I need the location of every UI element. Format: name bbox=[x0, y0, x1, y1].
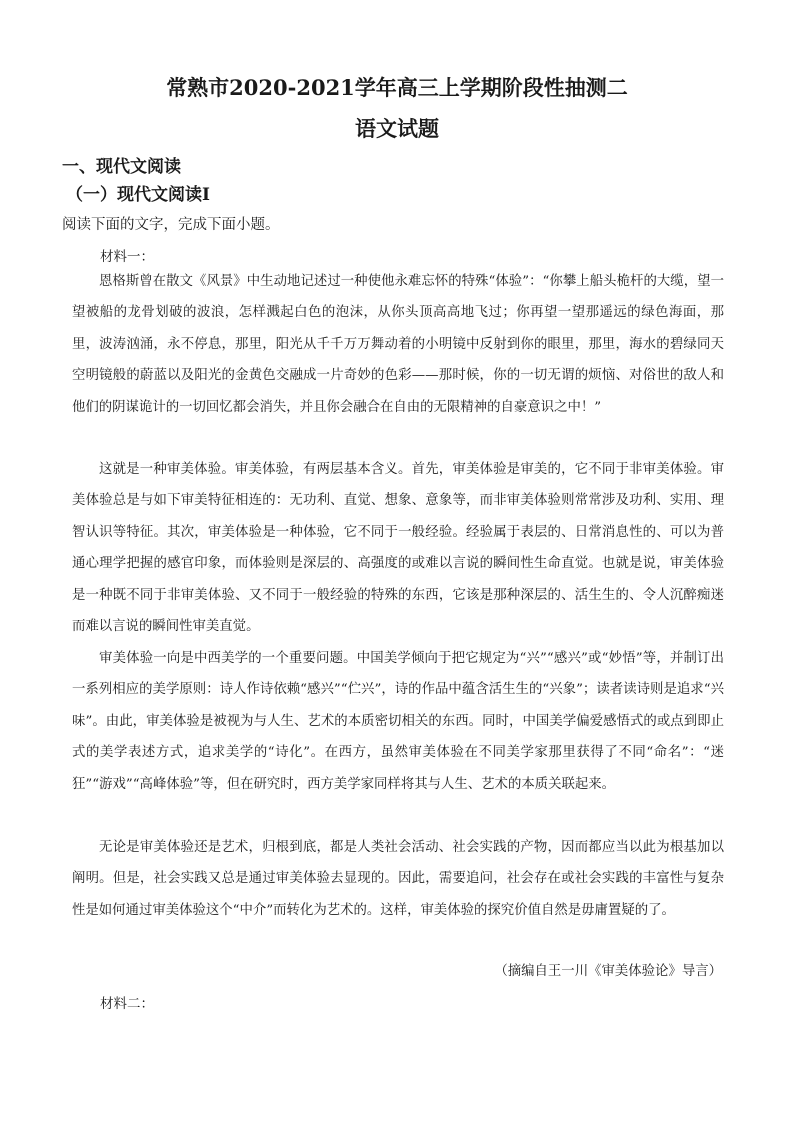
instruction-text: 阅读下面的文字，完成下面小题。 bbox=[62, 217, 280, 233]
material-one-label: 材料一： bbox=[100, 249, 154, 265]
source-citation: （摘编自王一川《审美体验论》导言） bbox=[494, 964, 722, 979]
paragraph-4: 无论是审美体验还是艺术，归根到底，都是人类社会活动、社会实践的产物，因而都应当以此为根基加以阐明。但是，社会实践又总是通过审美体验去显现的。因此，需要追问，社会存在或社会实践的丰富性与复杂性是如何通过审美体验这个“中介”而转化为艺术的。这样，审美体验的探究价值自然是毋庸置疑的了。 bbox=[72, 840, 724, 918]
subsection-heading: （一）现代文阅读Ⅰ bbox=[66, 185, 210, 205]
document-title: 常熟市2020-2021学年高三上学期阶段性抽测二 bbox=[166, 75, 628, 100]
section-heading: 一、现代文阅读 bbox=[62, 157, 181, 177]
paragraph-1: 恩格斯曾在散文《风景》中生动地记述过一种使他永难忘怀的特殊“体验”：“你攀上船头桅杆的大缆，望一望被船的龙骨划破的波浪，怎样溅起白色的泡沫，从你头顶高高地飞过；你再望一望那遥远的绿色海面，那里，波涛汹涌，永不停息，那里，阳光从千千万万舞动着的小明镜中反射到你的眼里，那里，海水的碧绿同天空明镜般的蔚蓝以及阳光的金黄色交融成一片奇妙的色彩——那时候，你的一切无谓的烦恼、对俗世的敌人和他们的阴谋诡计的一切回忆都会消失，并且你会融合在自由的无限精神的自豪意识之中！” bbox=[72, 274, 724, 415]
paragraph-2: 这就是一种审美体验。审美体验，有两层基本含义。首先，审美体验是审美的，它不同于非审美体验。审美体验总是与如下审美特征相连的：无功利、直觉、想象、意象等，而非审美体验则常常涉及功利、实用、理智认识等特征。其次，审美体验是一种体验，它不同于一般经验。经验属于表层的、日常消息性的、可以为普通心理学把握的感官印象，而体验则是深层的、高强度的或难以言说的瞬间性生命直觉。也就是说，审美体验是一种既不同于非审美体验、又不同于一般经验的特殊的东西，它该是那种深层的、活生生的、令人沉醉痴迷而难以言说的瞬间性审美直觉。 bbox=[72, 462, 724, 635]
material-two-label: 材料二： bbox=[100, 996, 154, 1012]
paragraph-3: 审美体验一向是中西美学的一个重要问题。中国美学倾向于把它规定为“兴”“感兴”或“妙悟”等，并制订出一系列相应的美学原则：诗人作诗依赖“感兴”“伫兴”，诗的作品中蕴含活生生的“兴象”；读者读诗则是追求“兴味”。由此，审美体验是被视为与人生、艺术的本质密切相关的东西。同时，中国美学偏爱感悟式的或点到即止式的美学表述方式，追求美学的“诗化”。在西方，虽然审美体验在不同美学家那里获得了不同“命名”：“迷狂”“游戏”“高峰体验”等，但在研究时，西方美学家同样将其与人生、艺术的本质关联起来。 bbox=[72, 651, 724, 792]
document-subtitle: 语文试题 bbox=[355, 116, 439, 141]
